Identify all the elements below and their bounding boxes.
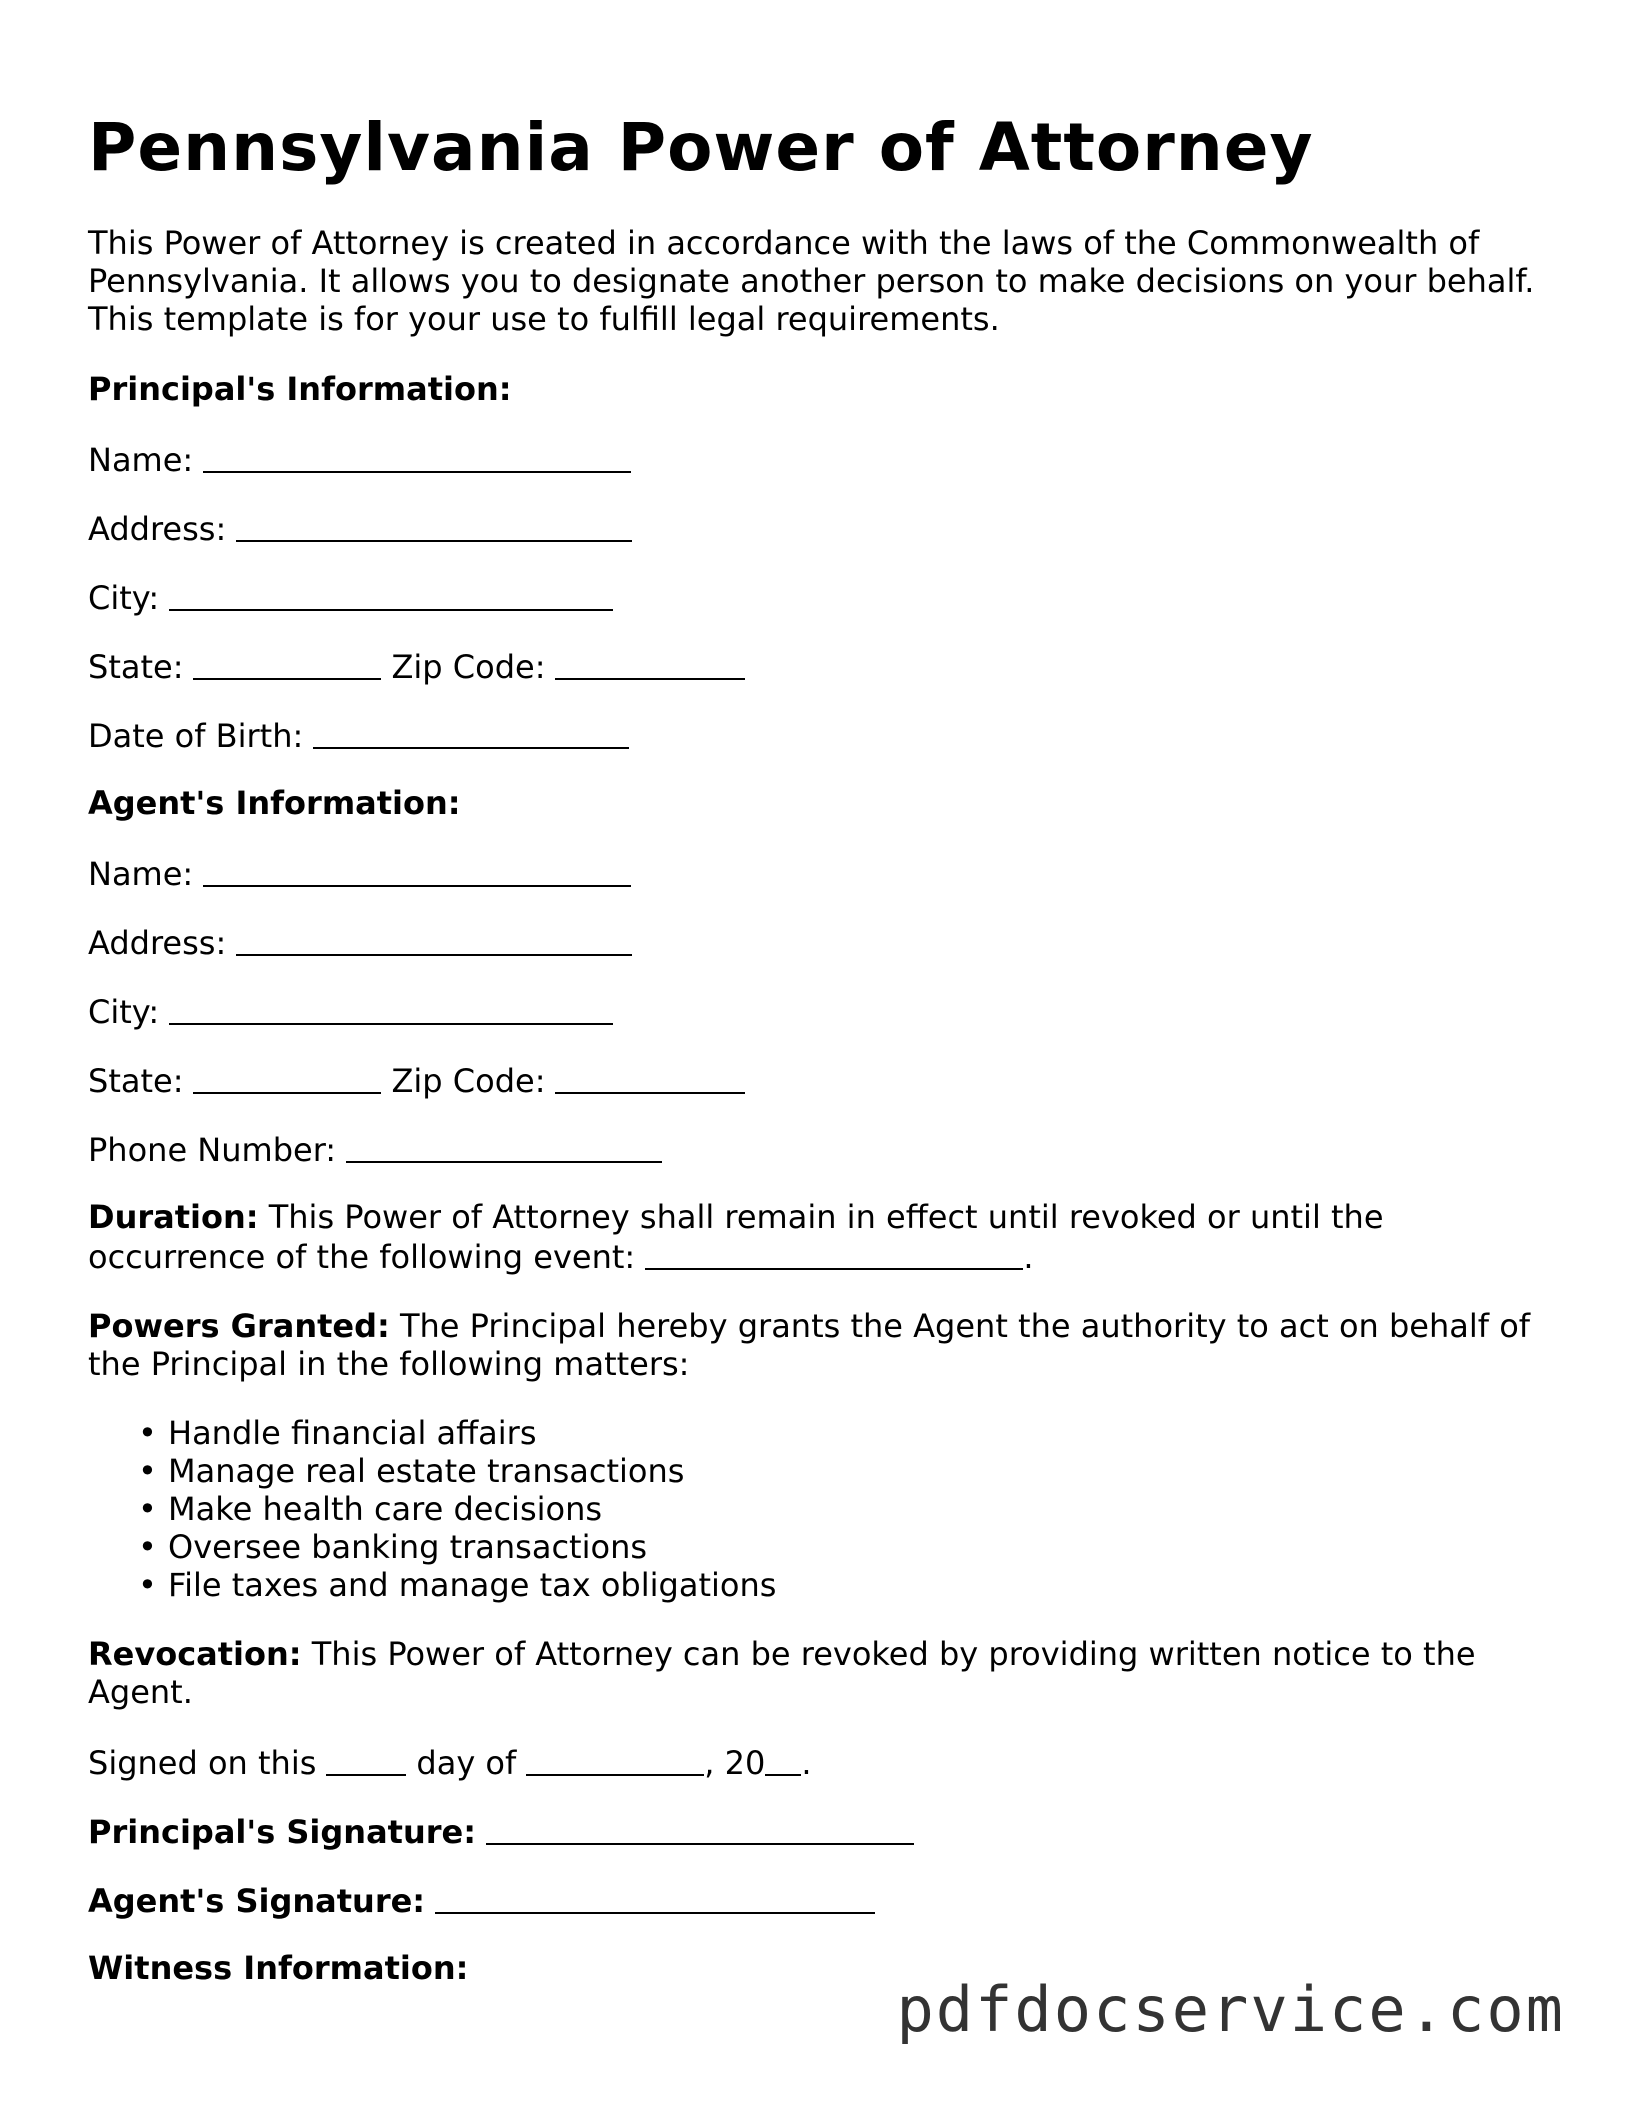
signing-date-line [88, 1742, 1548, 1780]
principal-zip-label: Zip Code: [391, 648, 546, 686]
revocation-label: Revocation: [88, 1635, 302, 1673]
revocation-text: This Power of Attorney can be revoked by providing written notice to the Agent. [88, 1635, 1476, 1711]
principal-name-field [88, 439, 1548, 477]
principal-signature-label: Principal's Signature: [88, 1813, 477, 1851]
duration-text: This Power of Attorney shall remain in effect until revoked or until the occurrence of the following event: [88, 1198, 1384, 1276]
principal-state-zip-field [88, 646, 1548, 684]
bullet-icon: • [138, 1452, 157, 1490]
agent-phone-field [88, 1129, 1548, 1167]
principal-name-blank[interactable] [203, 441, 631, 473]
principal-state-blank[interactable] [193, 648, 381, 680]
agent-city-label: City: [88, 993, 160, 1031]
signing-year-blank[interactable] [765, 1744, 801, 1776]
principal-dob-blank[interactable] [313, 717, 629, 749]
list-item: • Oversee banking transactions [138, 1528, 648, 1566]
principal-city-label: City: [88, 579, 160, 617]
agent-name-blank[interactable] [203, 855, 631, 887]
agent-state-blank[interactable] [193, 1062, 381, 1094]
powers-label: Powers Granted: [88, 1307, 390, 1345]
principal-signature-line [88, 1811, 1548, 1849]
principal-city-blank[interactable] [169, 579, 613, 611]
document-title: Pennsylvania Power of Attorney [88, 109, 1314, 186]
agent-zip-blank[interactable] [555, 1062, 745, 1094]
agent-city-field [88, 991, 1548, 1029]
powers-text: The Principal hereby grants the Agent the authority to act on behalf of the Principal in the following matters: [88, 1307, 1531, 1383]
powers-list [88, 1414, 1548, 1604]
signing-day-of: day of [416, 1744, 517, 1782]
agent-state-zip-field [88, 1060, 1548, 1098]
principal-address-blank[interactable] [236, 510, 632, 542]
list-item: • Manage real estate transactions [138, 1452, 685, 1490]
list-item: • Make health care decisions [138, 1490, 603, 1528]
agent-phone-blank[interactable] [346, 1131, 662, 1163]
witness-heading: Witness Information: [88, 1949, 469, 1987]
agent-city-blank[interactable] [169, 993, 613, 1025]
list-item: • Handle financial affairs [138, 1414, 537, 1452]
duration-end: . [1023, 1238, 1034, 1276]
intro-paragraph: This Power of Attorney is created in accordance with the laws of the Commonwealth of Pennsylvania. It allows you to designate another person to make decisions on your behalf. This template is for your use to fulfill legal requirements. [88, 224, 1535, 338]
signing-end: . [801, 1744, 812, 1782]
principal-dob-field [88, 715, 1548, 753]
agent-zip-label: Zip Code: [391, 1062, 546, 1100]
powers-paragraph [88, 1307, 1548, 1383]
principal-state-label: State: [88, 648, 184, 686]
duration-label: Duration: [88, 1198, 259, 1236]
agent-address-field [88, 922, 1548, 960]
watermark: pdfdocservice.com [896, 1973, 1565, 2046]
agent-phone-label: Phone Number: [88, 1131, 337, 1169]
agent-state-label: State: [88, 1062, 184, 1100]
agent-name-field [88, 853, 1548, 891]
list-item: • File taxes and manage tax obligations [138, 1566, 777, 1604]
principal-dob-label: Date of Birth: [88, 717, 304, 755]
agent-signature-line [88, 1880, 1548, 1918]
agent-heading: Agent's Information: [88, 784, 461, 822]
bullet-icon: • [138, 1566, 157, 1604]
principal-zip-blank[interactable] [555, 648, 745, 680]
document-page [88, 108, 1548, 2018]
bullet-icon: • [138, 1414, 157, 1452]
principal-name-label: Name: [88, 441, 194, 479]
duration-paragraph [88, 1198, 1548, 1276]
signing-year-prefix: , 20 [704, 1744, 766, 1782]
principal-address-field [88, 508, 1548, 546]
revocation-paragraph [88, 1635, 1548, 1711]
duration-event-blank[interactable] [645, 1238, 1023, 1270]
agent-signature-label: Agent's Signature: [88, 1882, 426, 1920]
principal-heading: Principal's Information: [88, 370, 512, 408]
principal-city-field [88, 577, 1548, 615]
agent-address-blank[interactable] [236, 924, 632, 956]
agent-signature-blank[interactable] [435, 1882, 875, 1914]
principal-address-label: Address: [88, 510, 227, 548]
signing-month-blank[interactable] [526, 1744, 704, 1776]
bullet-icon: • [138, 1490, 157, 1528]
bullet-icon: • [138, 1528, 157, 1566]
agent-name-label: Name: [88, 855, 194, 893]
principal-signature-blank[interactable] [486, 1813, 914, 1845]
agent-address-label: Address: [88, 924, 227, 962]
signing-prefix: Signed on this [88, 1744, 317, 1782]
signing-day-blank[interactable] [326, 1744, 406, 1776]
